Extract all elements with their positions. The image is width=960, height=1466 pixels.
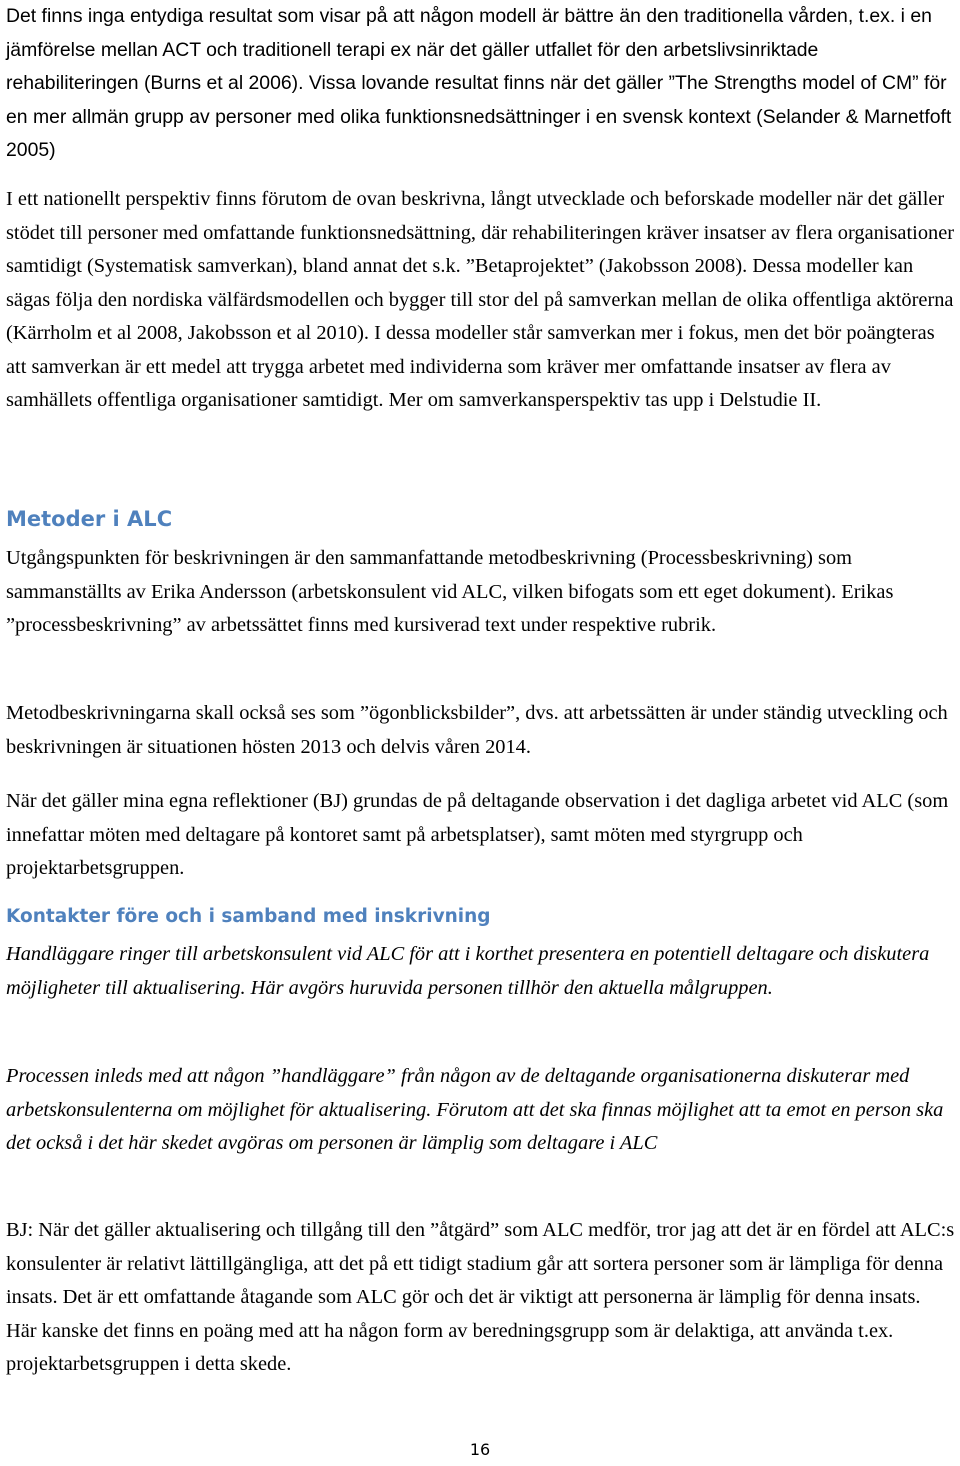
- page-number: 16: [469, 1440, 491, 1459]
- paragraph-reflektioner: När det gäller mina egna reflektioner (BJ) grundas de på deltagande observation i det dagliga arbetet vid ALC (som innefattar möten med deltagare på kontoret samt på arbetsplatser), samt möten med styrgrupp och projektarbetsgruppen.: [6, 790, 949, 879]
- heading-kontakter: Kontakter före och i samband med inskrivning: [6, 906, 491, 927]
- paragraph-processen-italic: Processen inleds med att någon ”handläggare” från någon av de deltagande organisationerna diskuterar med arbetskonsulenterna om möjlighet för aktualisering. Förutom att det ska finnas möjlighet att ta emot en person ska det också i det här skedet avgöras om personen är lämplig som deltagare i ALC: [6, 1065, 944, 1154]
- paragraph-intro: Det finns inga entydiga resultat som visar på att någon modell är bättre än den traditionella vården, t.ex. i en jämförelse mellan ACT och traditionell terapi ex när det gäller utfallet för den arbetslivsinriktade rehabiliteringen (Burns et al 2006). Vissa lovande resultat finns när det gäller ”The Strengths model of CM” för en mer allmän grupp av personer med olika funktionsnedsättninger i en svensk kontext (Selander & Marnetfoft 2005): [6, 5, 952, 161]
- paragraph-national-perspective-part1: I ett nationellt perspektiv finns förutom de ovan beskrivna, långt utvecklade och beforskade modeller när det gäller stödet till personer med omfattande funktionsnedsättning, där rehabiliteringen kräver insatser av flera organisationer samtidigt (Systematisk samverkan), bland annat det s.k. ”Betaprojektet” (Jakobsson 2008).: [6, 188, 955, 277]
- heading-metoder: Metoder i ALC: [6, 507, 173, 531]
- paragraph-bj-reflection: BJ: När det gäller aktualisering och tillgång till den ”åtgärd” som ALC medför, tror jag att det är en fördel att ALC:s konsulenter är relativt lättillgängliga, att det på ett tidigt stadium går att sortera personer som är lämpliga för denna insats. Det är ett omfattande åtagande som ALC gör och det är viktigt att personerna är lämplig för denna insats. Här kanske det finns en poäng med att ha någon form av beredningsgrupp som är delaktiga, att använda t.ex. projektarbetsgruppen i detta skede.: [6, 1219, 955, 1375]
- paragraph-handlaggare-italic: Handläggare ringer till arbetskonsulent vid ALC för att i korthet presentera en potentiell deltagare och diskutera möjligheter till aktualisering. Här avgörs huruvida personen tillhör den aktuella målgruppen.: [6, 943, 930, 999]
- paragraph-metodbeskrivningar: Metodbeskrivningarna skall också ses som ”ögonblicksbilder”, dvs. att arbetssätten är under ständig utveckling och beskrivningen är situationen hösten 2013 och delvis våren 2014.: [6, 702, 948, 758]
- paragraph-national-perspective-part2: Dessa modeller kan sägas följa den nordiska välfärdsmodellen och bygger till stor del på samverkan mellan de olika offentliga aktörerna (Kärrholm et al 2008, Jakobsson et al 2010). I dessa modeller står samverkan mer i fokus, men det bör poängteras att samverkan är ett medel att trygga arbetet med individerna som kräver mer omfattande insatser av flera av samhällets offentliga organisationer samtidigt. Mer om samverkansperspektiv tas upp i Delstudie II.: [6, 255, 954, 411]
- paragraph-national-perspective: [6, 183, 956, 418]
- paragraph-utgangspunkt: Utgångspunkten för beskrivningen är den sammanfattande metodbeskrivning (Processbeskrivning) som sammanställts av Erika Andersson (arbetskonsulent vid ALC, vilken bifogats som ett eget dokument). Erikas ”processbeskrivning” av arbetssättet finns med kursiverad text under respektive rubrik.: [6, 547, 894, 636]
